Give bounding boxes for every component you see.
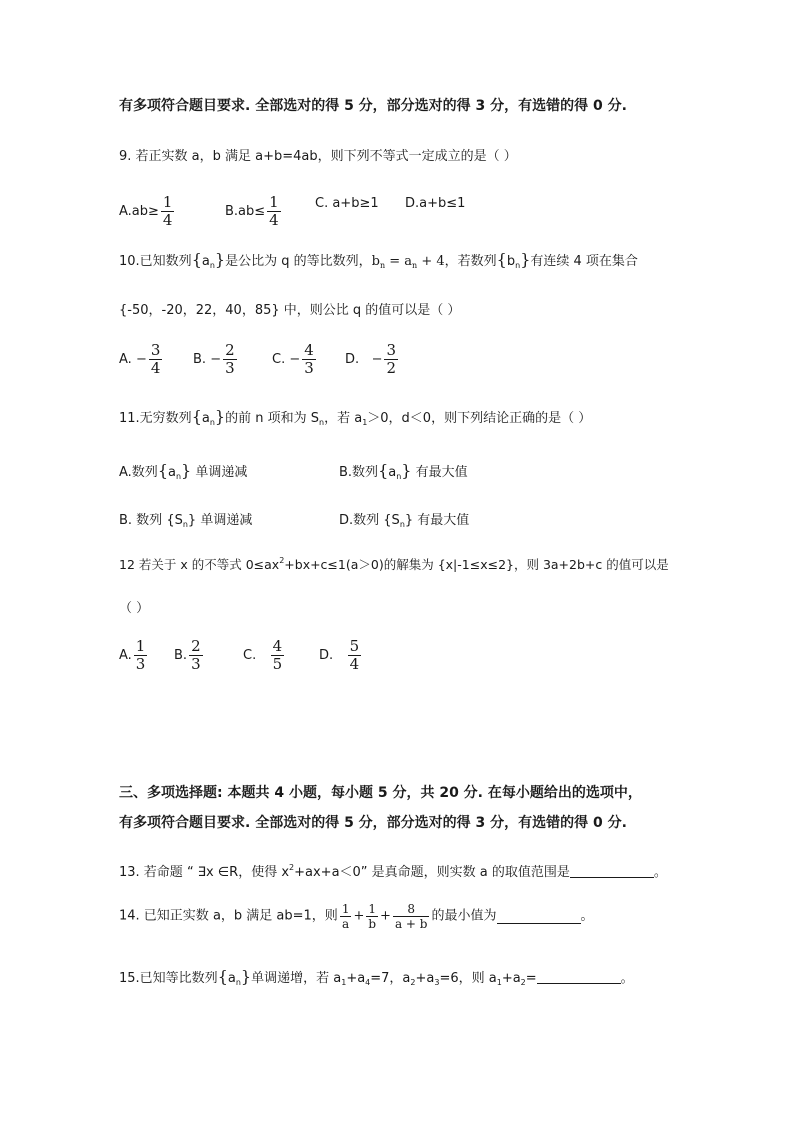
q14-answer-blank[interactable] — [497, 909, 581, 924]
q13-stem: 13. 若命题 “ ∃x ∈R，使得 $x^2+ax+a<0$” 是真命题，则实数 a 的取值范围是 。 — [119, 863, 667, 880]
q9-option-d: D.a+b≤1 — [405, 196, 466, 211]
section-requirement-top: 有多项符合题目要求. 全部选对的得 5 分，部分选对的得 3 分，有选错的得 0 分. — [119, 98, 627, 114]
q10-option-a: A. − $\frac{3}{4}$ — [119, 341, 161, 377]
q10-option-c: C. − $\frac{4}{3}$ — [272, 341, 314, 377]
q12-paren: （ ） — [119, 601, 150, 616]
q10-set-line: {-50，-20，22，40，85} 中，则公比 q 的值可以是（ ） — [119, 303, 461, 318]
q10-stem: 10.已知数列$\{a_n\}$是公比为 q 的等比数列，$b_n = a_n + 4$，若数列$\{b_n\}$有连续 4 项在集合 — [119, 250, 638, 270]
section3-heading: 三、多项选择题: 本题共 4 小题，每小题 5 分，共 20 分. 在每小题给出的选项中， — [119, 785, 642, 801]
q11-option-a: A.数列$\{a_n\}$ 单调递减 — [119, 461, 248, 481]
q12-option-c: C. $\frac{4}{5}$ — [243, 637, 283, 673]
q13-answer-blank[interactable] — [570, 863, 654, 878]
q11-option-c: B. 数列 $\{S_n\}$ 单调递减 — [119, 513, 253, 529]
q11-option-d: D.数列 $\{S_n\}$ 有最大值 — [339, 513, 470, 529]
q12-option-d: D. $\frac{5}{4}$ — [319, 637, 360, 673]
q11-option-b: B.数列$\{a_n\}$ 有最大值 — [339, 461, 468, 481]
q15-stem: 15.已知等比数列$\{a_n\}$单调递增，若 $a_1+a_4=7$，$a_2+a_3=6$，则 $a_1+a_2=$ 。 — [119, 967, 634, 987]
q11-stem: 11.无穷数列$\{a_n\}$的前 n 项和为 $S_n$，若 $a_1>0$，d＜0，则下列结论正确的是（ ） — [119, 407, 592, 427]
q15-answer-blank[interactable] — [537, 969, 621, 984]
q9-option-a: A.ab≥ $\frac{1}{4}$ — [119, 193, 173, 229]
q10-option-b: B. − $\frac{2}{3}$ — [193, 341, 235, 377]
q9-option-c: C. a+b≥1 — [315, 196, 379, 211]
q9-option-b: B.ab≤ $\frac{1}{4}$ — [225, 193, 279, 229]
q10-option-d: D. − $\frac{3}{2}$ — [345, 341, 397, 377]
q9-stem: 9. 若正实数 a，b 满足 a+b=4ab，则下列不等式一定成立的是（ ） — [119, 149, 517, 164]
q12-stem: 12 若关于 x 的不等式 $0\le ax^2+bx+c\le 1(a>0)$的解集为 {x|-1≤x≤2}，则 3a+2b+c 的值可以是 — [119, 556, 669, 572]
section3-requirement: 有多项符合题目要求. 全部选对的得 5 分，部分选对的得 3 分，有选错的得 0 分. — [119, 815, 627, 831]
q12-option-b: B. $\frac{2}{3}$ — [174, 637, 201, 673]
q14-stem: 14. 已知正实数 a，b 满足 ab=1，则 $\frac{1}{a}$ + $\frac{1}{b}$ + $\frac{8}{a + b}$ 的最小值为 。 — [119, 902, 594, 931]
q12-option-a: A. $\frac{1}{3}$ — [119, 637, 146, 673]
